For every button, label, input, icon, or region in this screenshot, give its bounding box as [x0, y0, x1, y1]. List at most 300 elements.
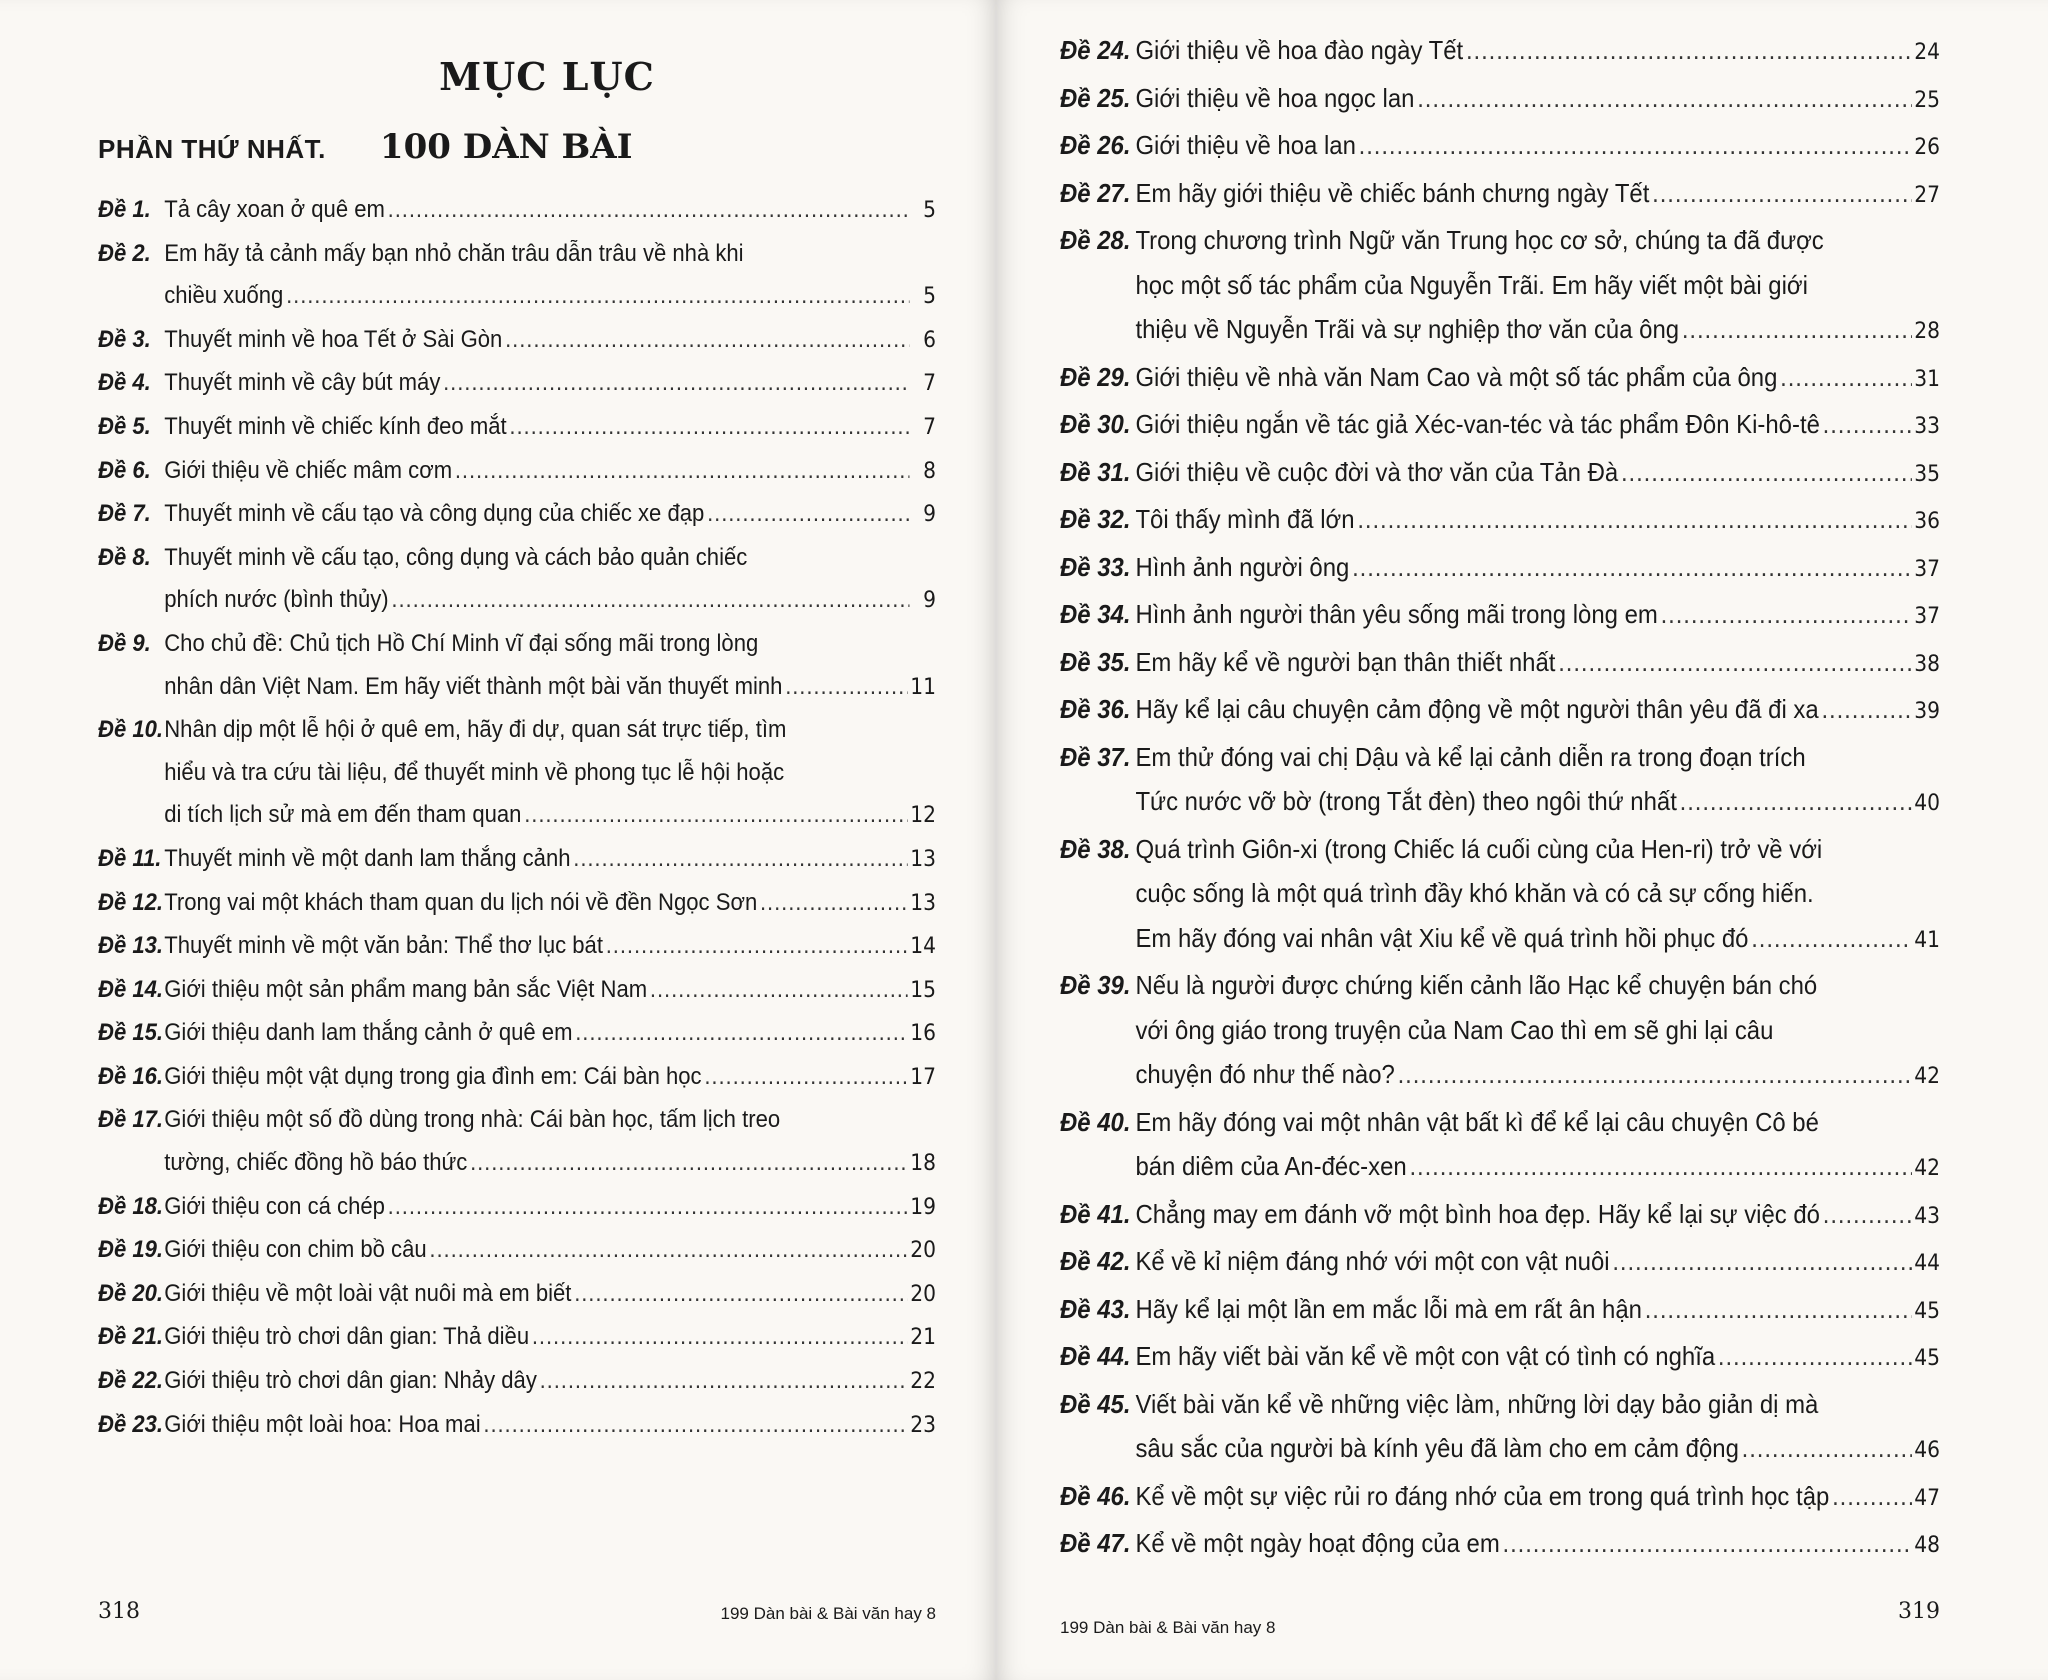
entry-line: [1135, 171, 1940, 219]
toc-title: MỤC LỤC: [439, 54, 655, 99]
entry-page-number: 18: [910, 1151, 937, 1177]
entry-line-text: Giới thiệu con chim bồ câu: [164, 1236, 427, 1264]
entry-page-number: 20: [910, 1281, 937, 1307]
entry-title: [164, 969, 936, 1013]
entry-title: [1135, 1474, 1940, 1522]
entry-page-number: 14: [910, 934, 937, 960]
dot-leader: [1417, 76, 1911, 121]
entry-line-text: Thuyết minh về cấu tạo và công dụng của chiếc xe đạp: [164, 500, 705, 528]
entry-line-text: Tức nước vỡ bờ (trong Tắt đèn) theo ngôi thứ nhất: [1135, 786, 1677, 816]
entry-line-text: Chẳng may em đánh vỡ một bình hoa đẹp. Hãy kể lại sự việc đó: [1135, 1198, 1820, 1229]
page-number: 318: [98, 1599, 140, 1624]
dot-leader: [1718, 1334, 1912, 1379]
entry-title: [164, 450, 936, 494]
entry-line: [1135, 76, 1940, 124]
entry-line: [1135, 28, 1940, 76]
entry-label: Đề 39.: [1060, 970, 1131, 1000]
entry-line-text: Giới thiệu về một loài vật nuôi mà em biết: [164, 1279, 572, 1307]
entry-title: [164, 623, 936, 709]
entry-line: [164, 1360, 936, 1404]
entry-line-text: Giới thiệu về cuộc đời và thơ văn của Tản Đà: [1135, 456, 1619, 487]
entry-label: Đề 40.: [1060, 1106, 1131, 1137]
entry-page-number: 12: [910, 803, 937, 829]
dot-leader: [455, 450, 909, 493]
entry-line: [1135, 963, 1940, 1008]
entry-line: [164, 794, 936, 838]
entry-line: [164, 838, 936, 882]
dot-leader: [1823, 1192, 1912, 1237]
dot-leader: [1751, 916, 1911, 961]
entry-line-text: Thuyết minh về một danh lam thắng cảnh: [164, 844, 571, 872]
entry-line-text: với ông giáo trong truyện của Nam Cao thì em sẽ ghi lại câu: [1135, 1014, 1774, 1045]
entry-line-text: Trong chương trình Ngữ văn Trung học cơ sở, chúng ta đã được: [1135, 225, 1824, 255]
entry-page-number: 37: [1914, 556, 1941, 582]
entry-line-text: Em hãy đóng vai một nhân vật bất kì để kể lại câu chuyện Cô bé: [1135, 1106, 1819, 1137]
entry-title: [1135, 1192, 1940, 1240]
entry-line: [164, 709, 936, 752]
toc-entry: [1060, 171, 1940, 219]
entry-line: [1135, 450, 1940, 498]
entry-line: [1135, 735, 1940, 780]
entry-label: Đề 19.: [98, 1236, 164, 1264]
entry-line: [164, 1186, 936, 1230]
toc-entry: [1060, 28, 1940, 76]
running-footer: 199 Dàn bài & Bài văn hay 8: [720, 1604, 936, 1623]
dot-leader: [429, 1229, 907, 1272]
dot-leader: [574, 1273, 907, 1316]
entry-page-number: 41: [1914, 927, 1941, 953]
entry-line-text: Giới thiệu trò chơi dân gian: Thả diều: [164, 1323, 530, 1351]
entry-page-number: 36: [1914, 509, 1941, 534]
dot-leader: [1742, 1426, 1912, 1471]
entry-title: [1135, 171, 1940, 219]
entry-label: Đề 1.: [98, 196, 151, 223]
entry-title: [1135, 1334, 1940, 1382]
entry-title: [164, 709, 936, 838]
entry-label: Đề 5.: [98, 412, 151, 440]
entry-page-number: 44: [1914, 1251, 1941, 1276]
entry-label: Đề 8.: [98, 543, 151, 571]
entry-line: [1135, 827, 1940, 872]
entry-title: [1135, 218, 1940, 355]
entry-line-text: Giới thiệu về nhà văn Nam Cao và một số tác phẩm của ông: [1135, 361, 1778, 392]
entry-line: [164, 406, 936, 450]
dot-leader: [443, 362, 909, 405]
entry-title: [164, 1273, 936, 1317]
entry-label: Đề 6.: [98, 456, 151, 484]
dot-leader: [1357, 497, 1911, 542]
entry-label: Đề 7.: [98, 500, 151, 528]
entry-title: [164, 319, 936, 363]
entry-line-text: học một số tác phẩm của Nguyễn Trãi. Em hãy viết một bài giới: [1135, 269, 1808, 300]
dot-leader: [1823, 402, 1912, 447]
entry-line: [1135, 402, 1940, 450]
toc-entry: [98, 189, 936, 233]
toc-entry: [1060, 1521, 1940, 1569]
entry-line-text: Thuyết minh về chiếc kính đeo mắt: [164, 412, 507, 440]
entry-label: Đề 28.: [1060, 225, 1131, 255]
entry-line-text: Cho chủ đề: Chủ tịch Hồ Chí Minh vĩ đại sống mãi trong lòng: [164, 629, 759, 657]
entry-page-number: 42: [1914, 1064, 1941, 1089]
entry-label: Đề 33.: [1060, 551, 1131, 582]
entry-line: [164, 666, 936, 710]
entry-line-text: Em hãy viết bài văn kể về một con vật có tình có nghĩa: [1135, 1341, 1716, 1371]
entry-label: Đề 41.: [1060, 1198, 1131, 1229]
entry-label: Đề 27.: [1060, 177, 1131, 208]
entry-line: [164, 623, 936, 666]
dot-leader: [1680, 779, 1912, 824]
toc-entry: [98, 537, 936, 623]
entry-line-text: Giới thiệu về hoa đào ngày Tết: [1135, 35, 1464, 65]
entry-line-text: Giới thiệu một loài hoa: Hoa mai: [164, 1410, 481, 1438]
entry-page-number: 5: [923, 198, 937, 223]
part-heading: [98, 127, 936, 167]
entry-page-number: 7: [923, 371, 937, 397]
entry-title: [164, 1099, 936, 1185]
entry-label: Đề 9.: [98, 629, 151, 657]
entry-label: Đề 2.: [98, 239, 151, 267]
entry-line-text: Giới thiệu ngắn về tác giả Xéc-van-téc và tác phẩm Đôn Ki-hô-tê: [1135, 409, 1820, 439]
entry-line-text: Em hãy kể về người bạn thân thiết nhất: [1135, 646, 1556, 677]
entry-line-text: di tích lịch sử mà em đến tham quan: [164, 801, 522, 829]
entry-line-text: Giới thiệu con cá chép: [164, 1192, 385, 1220]
entry-label: Đề 17.: [98, 1106, 164, 1134]
entry-line: [164, 1056, 936, 1100]
toc-entry: [1060, 963, 1940, 1100]
entry-title: [164, 1186, 936, 1230]
toc-entry: [1060, 218, 1940, 355]
toc-entry: [98, 493, 936, 537]
entry-line: [1135, 1426, 1940, 1474]
entry-page-number: 35: [1914, 461, 1941, 487]
entry-page-number: 43: [1914, 1203, 1941, 1229]
entry-line: [164, 319, 936, 363]
entry-label: Đề 16.: [98, 1062, 164, 1090]
entry-title: [164, 1012, 936, 1056]
toc-entry: [98, 1404, 936, 1448]
dot-leader: [650, 969, 908, 1012]
entry-line-text: chuyện đó như thế nào?: [1135, 1059, 1395, 1089]
entry-line: [1135, 263, 1940, 308]
entry-line: [164, 450, 936, 494]
entry-page-number: 45: [1914, 1298, 1941, 1324]
toc-entry: [98, 709, 936, 838]
entry-title: [1135, 450, 1940, 498]
entry-line: [164, 1404, 936, 1448]
entry-title: [164, 406, 936, 450]
dot-leader: [1682, 307, 1912, 352]
part-name: 100 DÀN BÀI: [379, 127, 633, 167]
entry-line: [1135, 545, 1940, 593]
toc-entry: [1060, 592, 1940, 640]
entry-line-text: bán diêm của An-đéc-xen: [1135, 1151, 1407, 1181]
entry-line: [164, 1316, 936, 1360]
toc-entry: [98, 1186, 936, 1230]
entry-line: [1135, 218, 1940, 263]
entry-page-number: 42: [1914, 1156, 1941, 1181]
entry-title: [1135, 1100, 1940, 1192]
dot-leader: [470, 1142, 907, 1185]
toc-entry: [1060, 1239, 1940, 1287]
entry-title: [1135, 497, 1940, 545]
dot-leader: [509, 406, 909, 449]
entry-line: [1135, 355, 1940, 403]
entry-line-text: phích nước (bình thủy): [164, 586, 389, 614]
entry-line-text: Hãy kể lại một lần em mắc lỗi mà em rất ân hận: [1135, 1293, 1642, 1324]
entry-page-number: 45: [1914, 1346, 1941, 1371]
toc-entry: [1060, 1474, 1940, 1522]
entry-label: Đề 14.: [98, 975, 164, 1003]
toc-entry: [98, 319, 936, 363]
dot-leader: [1780, 355, 1911, 400]
entry-line: [1135, 1100, 1940, 1145]
entry-label: Đề 38.: [1060, 833, 1131, 864]
entry-page-number: 46: [1914, 1438, 1941, 1463]
toc-entry: [1060, 640, 1940, 688]
entry-line-text: nhân dân Việt Nam. Em hãy viết thành một bài văn thuyết minh: [164, 672, 783, 700]
entry-label: Đề 12.: [98, 888, 164, 916]
entry-line: [164, 1229, 936, 1273]
entry-title: [1135, 545, 1940, 593]
entry-line-text: Em hãy tả cảnh mấy bạn nhỏ chăn trâu dẫn trâu về nhà khi: [164, 239, 744, 267]
entry-line-text: Thuyết minh về hoa Tết ở Sài Gòn: [164, 325, 503, 353]
toc-entry: [98, 1316, 936, 1360]
entry-line-text: Giới thiệu một vật dụng trong gia đình em: Cái bàn học: [164, 1062, 702, 1090]
entry-title: [164, 362, 936, 406]
entry-line: [164, 925, 936, 969]
entry-line: [164, 579, 936, 623]
entry-line: [1135, 687, 1940, 735]
entry-page-number: 33: [1914, 414, 1941, 439]
toc-entry: [98, 882, 936, 926]
entry-line-text: hiểu và tra cứu tài liệu, để thuyết minh về phong tục lễ hội hoặc: [164, 758, 785, 786]
entry-line: [164, 537, 936, 580]
entry-page-number: 37: [1914, 604, 1941, 629]
entry-title: [164, 1229, 936, 1273]
entry-line-text: Thuyết minh về một văn bản: Thể thơ lục bát: [164, 932, 603, 960]
entry-label: Đề 34.: [1060, 599, 1131, 629]
entry-line: [164, 275, 936, 319]
entry-page-number: 15: [910, 977, 937, 1003]
entry-line-text: Giới thiệu trò chơi dân gian: Nhảy dây: [164, 1367, 537, 1395]
entry-page-number: 9: [923, 588, 937, 614]
entry-line-text: thiệu về Nguyễn Trãi và sự nghiệp thơ văn của ông: [1135, 314, 1680, 344]
dot-leader: [286, 275, 909, 318]
entry-line: [164, 1142, 936, 1186]
entry-page-number: 5: [923, 284, 937, 310]
entry-page-number: 7: [923, 414, 937, 440]
entry-line: [1135, 1239, 1940, 1287]
entry-title: [164, 1404, 936, 1448]
entry-line-text: tường, chiếc đồng hồ báo thức: [164, 1149, 468, 1177]
entry-label: Đề 10.: [98, 716, 164, 744]
entry-line: [1135, 1382, 1940, 1427]
entry-line-text: Viết bài văn kể về những việc làm, những lời dạy bảo giản dị mà: [1135, 1388, 1819, 1419]
entry-line-text: Quá trình Giôn-xi (trong Chiếc lá cuối cùng của Hen-ri) trở về với: [1135, 833, 1823, 864]
entry-label: Đề 15.: [98, 1019, 164, 1047]
entry-line: [164, 752, 936, 795]
entry-title: [164, 493, 936, 537]
entry-line: [164, 882, 936, 926]
entry-line-text: Em hãy giới thiệu về chiếc bánh chưng ngày Tết: [1135, 177, 1650, 208]
entry-line: [1135, 123, 1940, 171]
entry-line: [1135, 1287, 1940, 1335]
entry-line-text: Hình ảnh người ông: [1135, 551, 1350, 582]
dot-leader: [483, 1404, 907, 1447]
entry-line-text: Hãy kể lại câu chuyện cảm động về một người thân yêu đã đi xa: [1135, 694, 1819, 724]
entry-page-number: 13: [910, 846, 937, 872]
entry-line: [1135, 1474, 1940, 1522]
toc-list-left: [98, 189, 936, 1447]
toc-entry: [1060, 1382, 1940, 1474]
entry-title: [164, 838, 936, 882]
entry-title: [164, 233, 936, 319]
entry-line: [1135, 1052, 1940, 1100]
entry-label: Đề 25.: [1060, 82, 1131, 113]
entry-page-number: 39: [1914, 699, 1941, 724]
entry-line-text: Giới thiệu một sản phẩm mang bản sắc Việt Nam: [164, 975, 648, 1003]
entry-label: Đề 46.: [1060, 1480, 1131, 1511]
dot-leader: [1621, 450, 1912, 495]
entry-page-number: 40: [1914, 791, 1941, 816]
entry-label: Đề 35.: [1060, 646, 1131, 677]
dot-leader: [1352, 545, 1911, 590]
entry-page-number: 48: [1914, 1533, 1941, 1558]
entry-line-text: Em thử đóng vai chị Dậu và kể lại cảnh diễn ra trong đoạn trích: [1135, 741, 1806, 772]
dot-leader: [707, 493, 909, 536]
entry-page-number: 28: [1914, 319, 1941, 344]
entry-line-text: Kể về một ngày hoạt động của em: [1135, 1528, 1500, 1558]
entry-page-number: 21: [910, 1325, 937, 1351]
entry-page-number: 8: [923, 458, 937, 484]
entry-line-text: Giới thiệu về chiếc mâm cơm: [164, 456, 453, 484]
entry-line: [1135, 592, 1940, 640]
entry-label: Đề 37.: [1060, 741, 1131, 772]
entry-line: [164, 233, 936, 276]
toc-entry: [98, 838, 936, 882]
entry-line-text: Thuyết minh về cây bút máy: [164, 369, 441, 397]
toc-entry: [98, 1229, 936, 1273]
toc-entry: [98, 1273, 936, 1317]
entry-title: [1135, 123, 1940, 171]
toc-entry: [1060, 497, 1940, 545]
entry-title: [1135, 735, 1940, 827]
dot-leader: [1398, 1052, 1912, 1097]
toc-entry: [98, 233, 936, 319]
toc-entry: [98, 1099, 936, 1185]
dot-leader: [1359, 123, 1912, 168]
dot-leader: [1661, 592, 1912, 637]
toc-entry: [1060, 355, 1940, 403]
entry-line: [1135, 1144, 1940, 1192]
entry-line: [1135, 779, 1940, 827]
dot-leader: [532, 1316, 908, 1359]
entry-line: [164, 189, 936, 233]
entry-title: [1135, 1521, 1940, 1569]
entry-line: [1135, 916, 1940, 964]
entry-label: Đề 42.: [1060, 1246, 1131, 1276]
toc-entry: [98, 1012, 936, 1056]
entry-label: Đề 44.: [1060, 1341, 1131, 1371]
entry-label: Đề 23.: [98, 1410, 164, 1438]
entry-line: [164, 969, 936, 1013]
toc-entry: [98, 925, 936, 969]
entry-page-number: 22: [910, 1369, 937, 1395]
entry-title: [1135, 592, 1940, 640]
dot-leader: [575, 1012, 907, 1055]
dot-leader: [785, 666, 907, 709]
dot-leader: [388, 189, 910, 232]
toc-entry: [1060, 827, 1940, 964]
dot-leader: [760, 882, 908, 925]
entry-page-number: 20: [910, 1238, 937, 1264]
entry-line-text: cuộc sống là một quá trình đầy khó khăn và có cả sự cống hiến.: [1135, 878, 1814, 908]
dot-leader: [1612, 1239, 1911, 1284]
entry-page-number: 6: [923, 327, 937, 353]
dot-leader: [1558, 640, 1911, 685]
entry-page-number: 23: [910, 1412, 937, 1438]
dot-leader: [1652, 171, 1911, 216]
entry-title: [164, 1360, 936, 1404]
entry-line: [164, 1012, 936, 1056]
entry-line: [1135, 640, 1940, 688]
entry-line-text: Kể về một sự việc rủi ro đáng nhớ của em trong quá trình học tập: [1135, 1480, 1830, 1511]
toc-entry: [98, 1056, 936, 1100]
running-footer: 199 Dàn bài & Bài văn hay 8: [1060, 1618, 1276, 1637]
toc-entry: [1060, 1287, 1940, 1335]
entry-title: [1135, 402, 1940, 450]
entry-label: Đề 47.: [1060, 1528, 1131, 1558]
entry-label: Đề 20.: [98, 1279, 164, 1307]
dot-leader: [1645, 1287, 1912, 1332]
entry-line: [1135, 497, 1940, 545]
entry-line: [1135, 1334, 1940, 1382]
toc-list-right: [1060, 28, 1940, 1569]
toc-entry: [1060, 545, 1940, 593]
entry-page-number: 11: [910, 674, 937, 700]
dot-leader: [505, 319, 909, 362]
entry-title: [1135, 687, 1940, 735]
entry-page-number: 16: [910, 1021, 937, 1047]
entry-label: Đề 3.: [98, 325, 151, 353]
dot-leader: [704, 1056, 907, 1099]
toc-entry: [1060, 1100, 1940, 1192]
toc-entry: [1060, 450, 1940, 498]
toc-entry: [1060, 402, 1940, 450]
entry-line-text: chiều xuống: [164, 282, 284, 310]
entry-line-text: Nhân dịp một lễ hội ở quê em, hãy đi dự, quan sát trực tiếp, tìm: [164, 716, 787, 744]
entry-line: [164, 493, 936, 537]
entry-title: [1135, 963, 1940, 1100]
toc-entry: [98, 969, 936, 1013]
entry-page-number: 25: [1914, 87, 1941, 113]
entry-title: [1135, 1239, 1940, 1287]
entry-title: [164, 1316, 936, 1360]
part-label: PHẦN THỨ NHẤT.: [98, 134, 326, 164]
left-page: [0, 0, 996, 1680]
toc-entry: [1060, 735, 1940, 827]
entry-page-number: 27: [1914, 182, 1941, 208]
toc-entry: [1060, 687, 1940, 735]
dot-leader: [1821, 687, 1911, 732]
toc-entry: [98, 362, 936, 406]
entry-label: Đề 29.: [1060, 361, 1131, 392]
entry-line: [1135, 307, 1940, 355]
entry-page-number: 19: [910, 1194, 937, 1220]
entry-label: Đề 24.: [1060, 35, 1131, 65]
entry-label: Đề 32.: [1060, 504, 1131, 534]
entry-title: [164, 537, 936, 623]
